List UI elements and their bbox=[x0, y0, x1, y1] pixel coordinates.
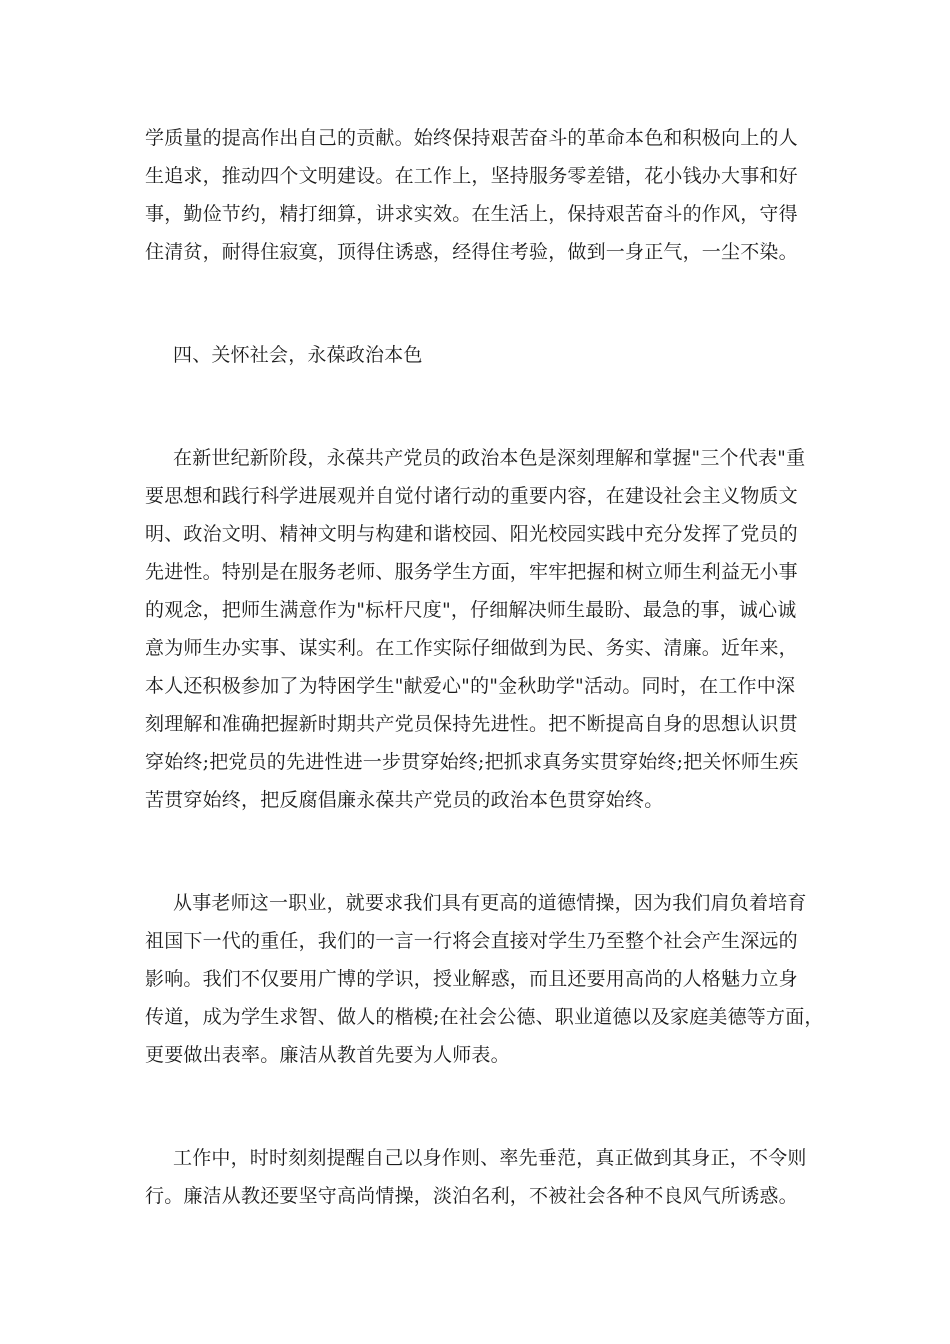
paragraph-line: 生追求，推动四个文明建设。在工作上，坚持服务零差错，花小钱办大事和好 bbox=[145, 165, 798, 187]
paragraph-line: 工作中，时时刻刻提醒自己以身作则、率先垂范，真正做到其身正，不令则 bbox=[173, 1147, 807, 1169]
paragraph-line: 本人还积极参加了为特困学生"献爱心"的"金秋助学"活动。同时，在工作中深 bbox=[145, 675, 796, 697]
paragraph-line: 要思想和践行科学进展观并自觉付诸行动的重要内容，在建设社会主义物质文 bbox=[145, 485, 798, 507]
paragraph-line: 的观念，把师生满意作为"标杆尺度"，仔细解决师生最盼、最急的事，诚心诚 bbox=[145, 599, 797, 621]
paragraph-line: 事，勤俭节约，精打细算，讲求实效。在生活上，保持艰苦奋斗的作风，守得 bbox=[145, 203, 798, 225]
paragraph-line: 传道，成为学生求智、做人的楷模;在社会公德、职业道德以及家庭美德等方面， bbox=[145, 1006, 824, 1028]
paragraph-line: 更要做出表率。廉洁从教首先要为人师表。 bbox=[145, 1044, 510, 1066]
paragraph-line: 刻理解和准确把握新时期共产党员保持先进性。把不断提高自身的思想认识贯 bbox=[145, 713, 798, 735]
paragraph-line: 先进性。特别是在服务老师、服务学生方面，牢牢把握和树立师生利益无小事 bbox=[145, 561, 798, 583]
paragraph-line: 从事老师这一职业，就要求我们具有更高的道德情操，因为我们肩负着培育 bbox=[173, 892, 807, 914]
paragraph-line: 影响。我们不仅要用广博的学识，授业解惑，而且还要用高尚的人格魅力立身 bbox=[145, 968, 798, 990]
section-heading: 四、关怀社会，永葆政治本色 bbox=[173, 344, 423, 366]
paragraph-line: 明、政治文明、精神文明与构建和谐校园、阳光校园实践中充分发挥了党员的 bbox=[145, 523, 798, 545]
paragraph-line: 学质量的提高作出自己的贡献。始终保持艰苦奋斗的革命本色和积极向上的人 bbox=[145, 127, 798, 149]
paragraph-line: 在新世纪新阶段，永葆共产党员的政治本色是深刻理解和掌握"三个代表"重 bbox=[173, 447, 806, 469]
paragraph-line: 行。廉洁从教还要坚守高尚情操，淡泊名利，不被社会各种不良风气所诱惑。 bbox=[145, 1185, 798, 1207]
paragraph-line: 意为师生办实事、谋实利。在工作实际仔细做到为民、务实、清廉。近年来， bbox=[145, 637, 798, 659]
paragraph-line: 住清贫，耐得住寂寞，顶得住诱惑，经得住考验，做到一身正气，一尘不染。 bbox=[145, 241, 798, 263]
paragraph-line: 苦贯穿始终，把反腐倡廉永葆共产党员的政治本色贯穿始终。 bbox=[145, 789, 664, 811]
paragraph-line: 穿始终;把党员的先进性进一步贯穿始终;把抓求真务实贯穿始终;把关怀师生疾 bbox=[145, 751, 799, 773]
paragraph-line: 祖国下一代的重任，我们的一言一行将会直接对学生乃至整个社会产生深远的 bbox=[145, 930, 798, 952]
